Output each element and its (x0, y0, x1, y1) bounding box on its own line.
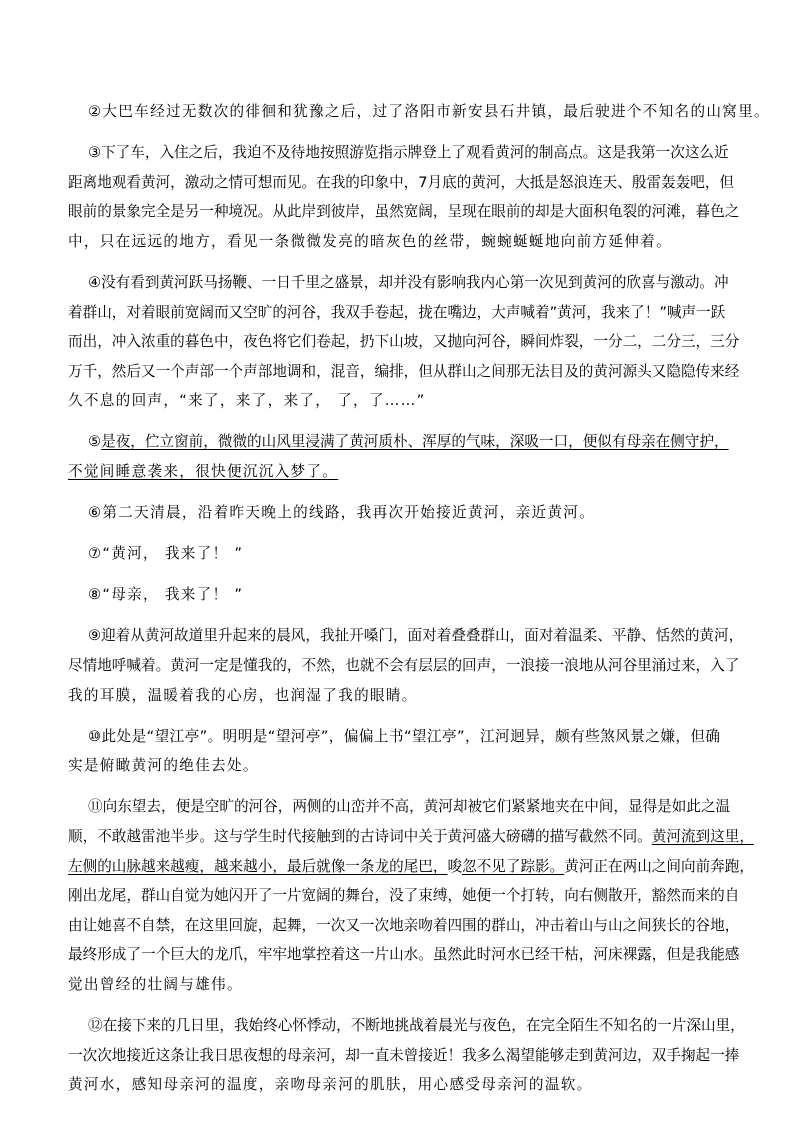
text-line (68, 359, 740, 389)
paragraph-2 (68, 140, 740, 258)
text-segment: ⑫在接下来的几日里，我始终心怀悸动，不断地挑战着晨光与夜色，在完全陌生不知名的一片深山里， (88, 1017, 745, 1035)
text-line (68, 582, 720, 612)
text-segment: 我的耳膜，温暖着我的心房，也润湿了我的眼睛。 (68, 686, 418, 704)
text-line (68, 1072, 720, 1102)
text-segment: 距离地观看黄河，激动之情可想而见。在我的印象中，7月底的黄河，大抵是怒浪连天、殷雷轰轰吧，但 (68, 173, 735, 191)
text-line (68, 541, 720, 571)
paragraph-10 (68, 794, 754, 1001)
underlined-text: 不觉间睡意袭来，很快便沉沉入梦了。 (68, 463, 339, 481)
underlined-text: 忽不见了踪影。 (462, 857, 565, 875)
text-segment: ⑤ (88, 433, 102, 451)
text-line (68, 459, 720, 489)
text-line (68, 1013, 745, 1043)
text-line (68, 170, 735, 200)
paragraph-1 (68, 99, 770, 129)
text-segment: 由让她喜不自禁，在这里回旋，起舞，一次又一次地亲吻着四围的群山，冲击着山与山之间狭长的谷地， (68, 916, 740, 934)
text-segment: 尽情地呼喊着。黄河一定是懂我的，不然，也就不会有层层的回声，一浪接一浪地从河谷里涌过来，入了 (68, 657, 740, 674)
text-segment: ⑧“母亲， 我来了！ ” (88, 586, 244, 604)
text-line (68, 300, 726, 330)
underlined-text: 是夜，伫立窗前，微微的山风里浸满了黄河质朴、浑厚的气味，深吸一口，便似有母亲在侧守护， (101, 433, 729, 451)
text-line (68, 653, 740, 683)
text-segment: ⑦“黄河， 我来了！ ” (88, 545, 244, 563)
text-line (68, 429, 729, 459)
text-line (68, 623, 744, 653)
text-line (68, 942, 740, 972)
text-line (68, 229, 720, 259)
paragraph-9 (68, 724, 720, 783)
text-line (68, 824, 754, 854)
text-line (68, 794, 731, 824)
text-line (68, 972, 720, 1002)
text-segment: 久不息的回声，“来了，来了，来了， 了，了……” (68, 392, 426, 410)
paragraph-3 (68, 270, 740, 418)
text-line (68, 388, 720, 418)
text-segment: 眼前的景象完全是另一种境况。从此岸到彼岸，虽然宽阔，呈现在眼前的却是大面积龟裂的河滩，暮色之 (68, 203, 740, 221)
text-segment: 万千，然后又一个声部一个声部地调和，混音，编排，但从群山之间那无法目及的黄河源头又隐隐传来经 (68, 362, 740, 380)
text-segment: 一次次地接近这条让我日思夜想的母亲河，却一直未曾接近！我多么渴望能够走到黄河边，双手掬起一捧 (68, 1046, 740, 1064)
text-line (68, 99, 770, 129)
text-line (68, 683, 720, 713)
text-segment: 中，只在远远的地方，看见一条微微发亮的暗灰色的丝带，蜿蜿蜒蜒地向前方延伸着。 (68, 232, 672, 250)
underlined-text: 左侧的山脉越来越瘦，越来越小，最后就像一条龙的尾巴， (68, 857, 448, 875)
paragraph-11 (68, 1013, 745, 1102)
text-line (68, 883, 740, 913)
text-segment: 唆 (447, 857, 463, 875)
text-segment: ⑥第二天清晨，沿着昨天晚上的线路，我再次开始接近黄河，亲近黄河。 (88, 504, 596, 522)
paragraph-7 (68, 582, 720, 612)
text-line (68, 1043, 740, 1073)
paragraph-8 (68, 623, 744, 712)
text-segment: 最终形成了一个巨大的龙爪，牢牢地掌控着这一片山水。虽然此时河水已经干枯，河床裸露，但是我能感 (68, 946, 740, 964)
text-segment: 顺，不敢越雷池半步。这与学生时代接触到的古诗词中关于黄河盛大磅礴的描写截然不同。 (68, 827, 652, 845)
text-segment: 着群山，对着眼前宽阔而又空旷的河谷，我双手卷起，拢在嘴边，大声喊着”黄河，我来了！”喊声一跃 (68, 303, 726, 321)
underlined-text: 黄河流到这里， (651, 827, 754, 845)
text-segment: 刚出龙尾，群山自觉为她闪开了一片宽阔的舞台，没了束缚，她便一个打转，向右侧散开，豁然而来的自 (68, 887, 740, 905)
text-line (68, 753, 720, 783)
document-body (68, 99, 770, 1113)
text-line (68, 724, 720, 754)
text-line (68, 270, 729, 300)
text-segment: 觉出曾经的壮阔与雄伟。 (68, 975, 243, 993)
text-line (68, 140, 729, 170)
paragraph-5 (68, 500, 720, 530)
text-line (68, 913, 740, 943)
text-segment: ④没有看到黄河跃马扬鞭、一日千里之盛景，却并没有影响我内心第一次见到黄河的欣喜与激动。冲 (88, 273, 729, 291)
text-segment: ⑩此处是“望江亭”。明明是“望河亭”，偏偏上书“望江亭”，江河迥异，颇有些煞风景之嫌，但确 (88, 727, 720, 745)
text-line (68, 500, 720, 530)
text-line (68, 854, 754, 884)
text-line (68, 329, 740, 359)
text-line (68, 199, 740, 229)
text-segment: ③下了车，入住之后，我迫不及待地按照游览指示牌登上了观看黄河的制高点。这是我第一次这么近 (88, 144, 729, 162)
paragraph-4 (68, 429, 729, 488)
text-segment: ⑪向东望去，便是空旷的河谷，两侧的山峦并不高，黄河却被它们紧紧地夹在中间，显得是如此之温 (88, 798, 731, 816)
text-segment: ⑨迎着从黄河故道里升起来的晨风，我扯开嗓门，面对着叠叠群山，面对着温柔、平静、恬然的黄河， (88, 627, 744, 645)
text-segment: ②大巴车经过无数次的徘徊和犹豫之后，过了洛阳市新安县石井镇，最后驶进个不知名的山窝里。 (88, 103, 770, 120)
text-segment: 而出，冲入浓重的暮色中，夜色将它们卷起，扔下山坡，又抛向河谷，瞬间炸裂，一分二，二分三，三分 (68, 333, 740, 351)
paragraph-6 (68, 541, 720, 571)
text-segment: 实是俯瞰黄河的绝佳去处。 (68, 757, 259, 775)
text-segment: 黄河水，感知母亲河的温度，亲吻母亲河的肌肤，用心感受母亲河的温软。 (68, 1076, 593, 1094)
text-segment: 黄河正在两山之间向前奔跑， (564, 857, 754, 875)
